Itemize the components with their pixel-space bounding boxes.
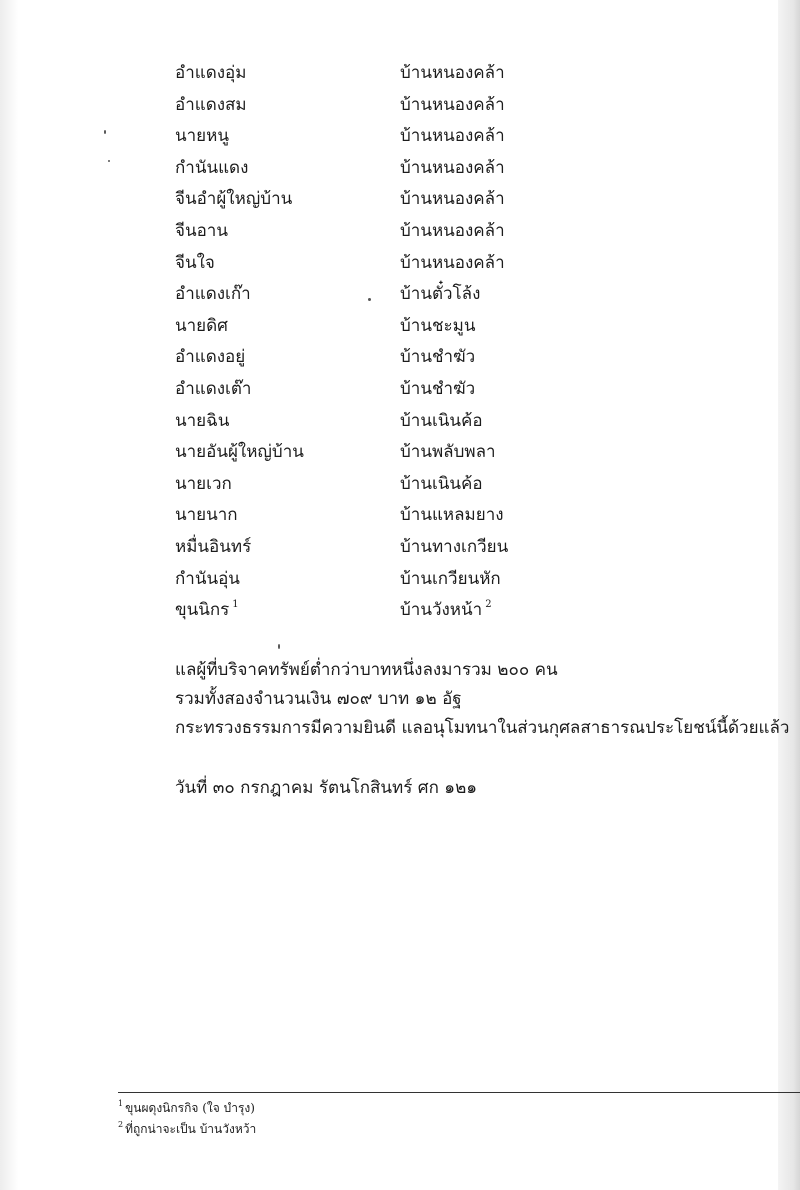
footnote-1 bbox=[118, 1098, 256, 1119]
donor-row bbox=[175, 595, 595, 627]
donor-name-text: อำแดงเก๊า bbox=[175, 284, 251, 305]
donor-village bbox=[400, 184, 505, 216]
footnote-2 bbox=[118, 1119, 256, 1140]
donor-name-text: นายหนู bbox=[175, 126, 229, 147]
donor-row bbox=[175, 121, 595, 153]
page-left-shadow bbox=[0, 0, 18, 1190]
donor-list bbox=[175, 58, 595, 627]
donor-name-text: อำแดงอยู่ bbox=[175, 347, 246, 368]
donor-name-text: กำนันแดง bbox=[175, 157, 249, 178]
donor-name-text: นายฉิน bbox=[175, 410, 230, 431]
donor-name-text: กำนันอุ่น bbox=[175, 568, 240, 589]
donor-row bbox=[175, 374, 595, 406]
summary-line-3: กระทรวงธรรมการมีความยินดี แลอนุโมทนาในส่วนกุศลสาธารณประโยชน์นี้ด้วยแล้ว bbox=[175, 718, 790, 738]
donor-name bbox=[175, 469, 232, 501]
donor-village-text: บ้านเกวียนหัก bbox=[400, 568, 501, 589]
donor-village bbox=[400, 58, 505, 90]
donor-name-text: นายนาก bbox=[175, 505, 238, 526]
donor-name-text: จีนอำผู้ใหญ่บ้าน bbox=[175, 189, 293, 210]
donor-village bbox=[400, 500, 504, 532]
donor-village bbox=[400, 564, 501, 596]
donor-village-text: บ้านหนองคล้า bbox=[400, 63, 505, 83]
donor-row bbox=[175, 279, 595, 311]
donor-name bbox=[175, 184, 292, 216]
donor-name-text: นายดิศ bbox=[175, 315, 228, 336]
donor-village bbox=[400, 406, 483, 438]
donor-row bbox=[175, 311, 595, 343]
donor-row bbox=[175, 216, 595, 248]
donor-name-text: ขุนนิกร bbox=[175, 600, 230, 621]
footnote-rule bbox=[118, 1092, 800, 1093]
donor-village-text: บ้านแหลมยาง bbox=[400, 505, 504, 526]
footnote-ref: 2 bbox=[485, 599, 492, 611]
donor-row bbox=[175, 437, 595, 469]
donor-village-text: บ้านทางเกวียน bbox=[400, 536, 509, 557]
donor-name-text: อำแดงอุ่ม bbox=[175, 63, 247, 83]
footnote-text: ที่ถูกน่าจะเป็น บ้านวังหว้า bbox=[125, 1122, 257, 1136]
donor-name bbox=[175, 153, 248, 185]
scan-speck bbox=[104, 130, 106, 134]
donor-name-text: นายเวก bbox=[175, 473, 232, 494]
donor-row bbox=[175, 58, 595, 90]
donor-village bbox=[400, 437, 496, 469]
donor-name-text: นายอันผู้ใหญ่บ้าน bbox=[175, 442, 304, 463]
footnote-mark: 2 bbox=[118, 1120, 124, 1129]
donor-village bbox=[400, 279, 480, 311]
donor-row bbox=[175, 500, 595, 532]
donor-name-text: อำแดงเต๊า bbox=[175, 378, 252, 399]
donor-village bbox=[400, 121, 505, 153]
donor-village-text: บ้านเนินค้อ bbox=[400, 410, 483, 431]
donor-row bbox=[175, 248, 595, 280]
donor-village-text: บ้านตั๋วโล้ง bbox=[400, 284, 481, 305]
donor-name bbox=[175, 342, 245, 374]
donor-name-text: อำแดงสม bbox=[175, 94, 247, 115]
donor-village-text: บ้านพลับพลา bbox=[400, 442, 496, 463]
donor-village bbox=[400, 595, 492, 627]
document-date: วันที่ ๓๐ กรกฎาคม รัตนโกสินทร์ ศก ๑๒๑ bbox=[175, 778, 478, 798]
donor-village-text: บ้านเนินค้อ bbox=[400, 473, 483, 494]
donor-village bbox=[400, 90, 505, 122]
donor-name bbox=[175, 564, 240, 596]
summary-line-1: แลผู้ที่บริจาคทรัพย์ต่ำกว่าบาทหนึ่งลงมารวม ๒๐๐ คน bbox=[175, 660, 558, 680]
donor-name bbox=[175, 121, 229, 153]
footnotes bbox=[118, 1098, 256, 1140]
page-right-shadow bbox=[778, 0, 800, 1190]
summary-line-2: รวมทั้งสองจำนวนเงิน ๗๐๙ บาท ๑๒ อัฐ bbox=[175, 689, 462, 709]
donor-village-text: บ้านหนองคล้า bbox=[400, 94, 505, 115]
donor-name-text: จีนใจ bbox=[175, 252, 215, 273]
donor-name bbox=[175, 437, 304, 469]
donor-village bbox=[400, 469, 483, 501]
donor-name bbox=[175, 216, 228, 248]
donor-name bbox=[175, 248, 215, 280]
donor-village bbox=[400, 311, 475, 343]
donor-name bbox=[175, 90, 247, 122]
donor-name bbox=[175, 500, 238, 532]
donor-row bbox=[175, 153, 595, 185]
donor-village-text: บ้านหนองคล้า bbox=[400, 126, 505, 147]
footnote-text: ขุนผดุงนิกรกิจ (ใจ บำรุง) bbox=[125, 1101, 255, 1115]
donor-name bbox=[175, 532, 251, 564]
donor-name-text: จีนอาน bbox=[175, 220, 228, 241]
donor-name bbox=[175, 279, 251, 311]
donor-village bbox=[400, 374, 475, 406]
donor-row bbox=[175, 184, 595, 216]
donor-name bbox=[175, 406, 229, 438]
footnote-mark: 1 bbox=[118, 1099, 124, 1108]
donor-row bbox=[175, 342, 595, 374]
donor-name bbox=[175, 58, 246, 90]
donor-village-text: บ้านชำฆัว bbox=[400, 378, 476, 399]
donor-village bbox=[400, 216, 505, 248]
donor-row bbox=[175, 564, 595, 596]
donor-village bbox=[400, 248, 505, 280]
donor-row bbox=[175, 469, 595, 501]
donor-village-text: บ้านชำฆัว bbox=[400, 347, 476, 368]
donor-name bbox=[175, 311, 228, 343]
donor-village-text: บ้านชะมูน bbox=[400, 315, 476, 336]
donor-village bbox=[400, 342, 475, 374]
donor-name-text: หมื่นอินทร์ bbox=[175, 536, 252, 557]
donor-name bbox=[175, 595, 239, 627]
donor-row bbox=[175, 532, 595, 564]
donor-village bbox=[400, 153, 505, 185]
summary-block bbox=[175, 656, 789, 743]
donor-village-text: บ้านหนองคล้า bbox=[400, 220, 505, 241]
donor-village-text: บ้านวังหน้า bbox=[400, 600, 483, 621]
donor-row bbox=[175, 90, 595, 122]
footnote-ref: 1 bbox=[232, 599, 239, 611]
donor-village-text: บ้านหนองคล้า bbox=[400, 252, 505, 273]
donor-village-text: บ้านหนองคล้า bbox=[400, 157, 505, 178]
donor-row bbox=[175, 406, 595, 438]
scan-speck bbox=[108, 160, 110, 162]
donor-village bbox=[400, 532, 508, 564]
donor-name bbox=[175, 374, 251, 406]
scan-speck bbox=[278, 644, 280, 649]
donor-village-text: บ้านหนองคล้า bbox=[400, 189, 505, 210]
